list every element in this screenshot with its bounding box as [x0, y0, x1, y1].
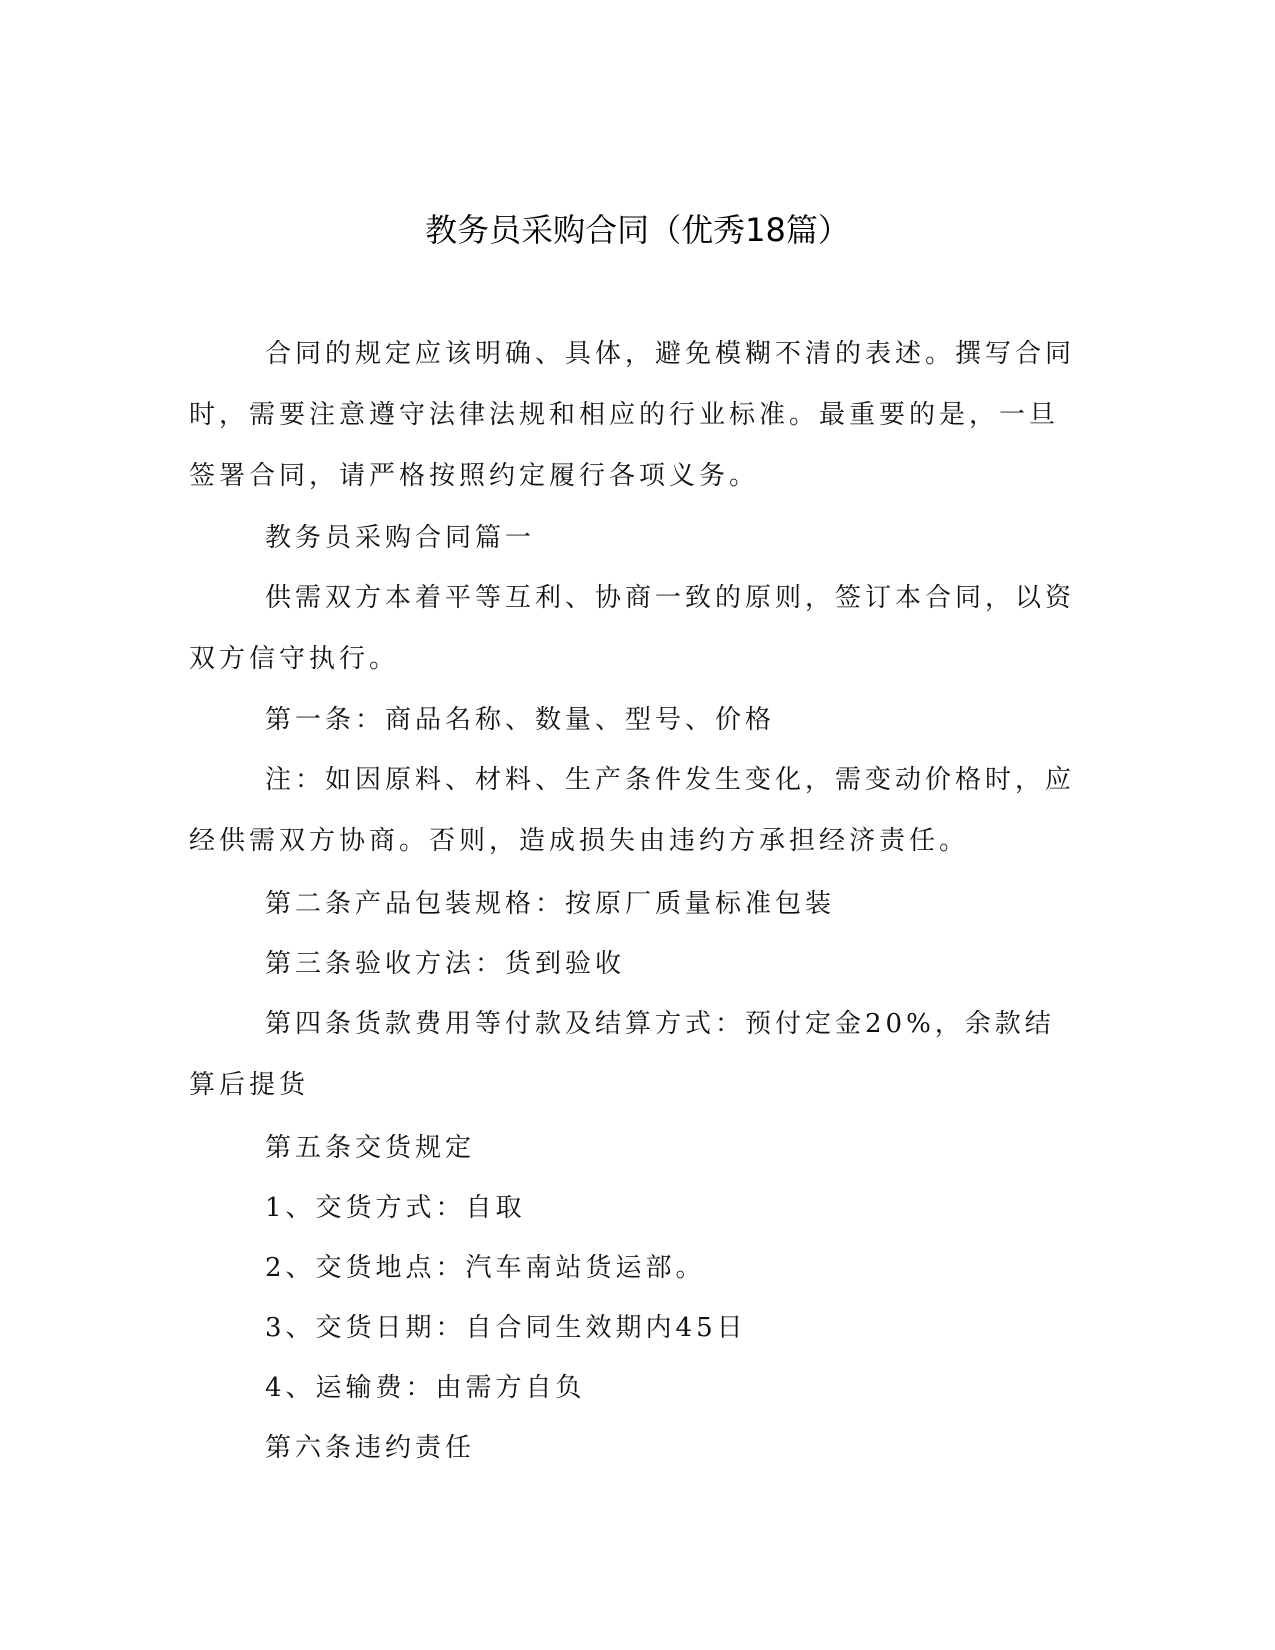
- document-title: 教务员采购合同（优秀18篇）: [425, 211, 850, 249]
- clause-3: 第三条验收方法：货到验收: [265, 949, 626, 979]
- clause-5-item-1: 1、交货方式：自取: [265, 1193, 526, 1223]
- clause-2: 第二条产品包装规格：按原厂质量标准包装: [265, 889, 836, 919]
- clause-1: 第一条：商品名称、数量、型号、价格: [265, 705, 776, 735]
- clause-6: 第六条违约责任: [265, 1433, 476, 1463]
- clause-5-item-2: 2、交货地点：汽车南站货运部。: [265, 1253, 706, 1283]
- clause-5-item-4: 4、运输费：由需方自负: [265, 1373, 586, 1403]
- clause-5: 第五条交货规定: [265, 1133, 476, 1163]
- clause-4: 第四条货款费用等付款及结算方式：预付定金20%，余款结算后提货: [189, 1009, 1055, 1100]
- clause-5-item-3: 3、交货日期：自合同生效期内45日: [265, 1313, 747, 1343]
- intro-paragraph: 合同的规定应该明确、具体，避免模糊不清的表述。撰写合同时，需要注意遵守法律法规和相应的行业标准。最重要的是，一旦签署合同，请严格按照约定履行各项义务。: [189, 339, 1076, 491]
- section-heading: 教务员采购合同篇一: [265, 523, 536, 553]
- clause-1-note: 注：如因原料、材料、生产条件发生变化，需变动价格时，应经供需双方协商。否则，造成损失由违约方承担经济责任。: [189, 765, 1076, 856]
- preamble-paragraph: 供需双方本着平等互利、协商一致的原则，签订本合同，以资双方信守执行。: [189, 583, 1076, 674]
